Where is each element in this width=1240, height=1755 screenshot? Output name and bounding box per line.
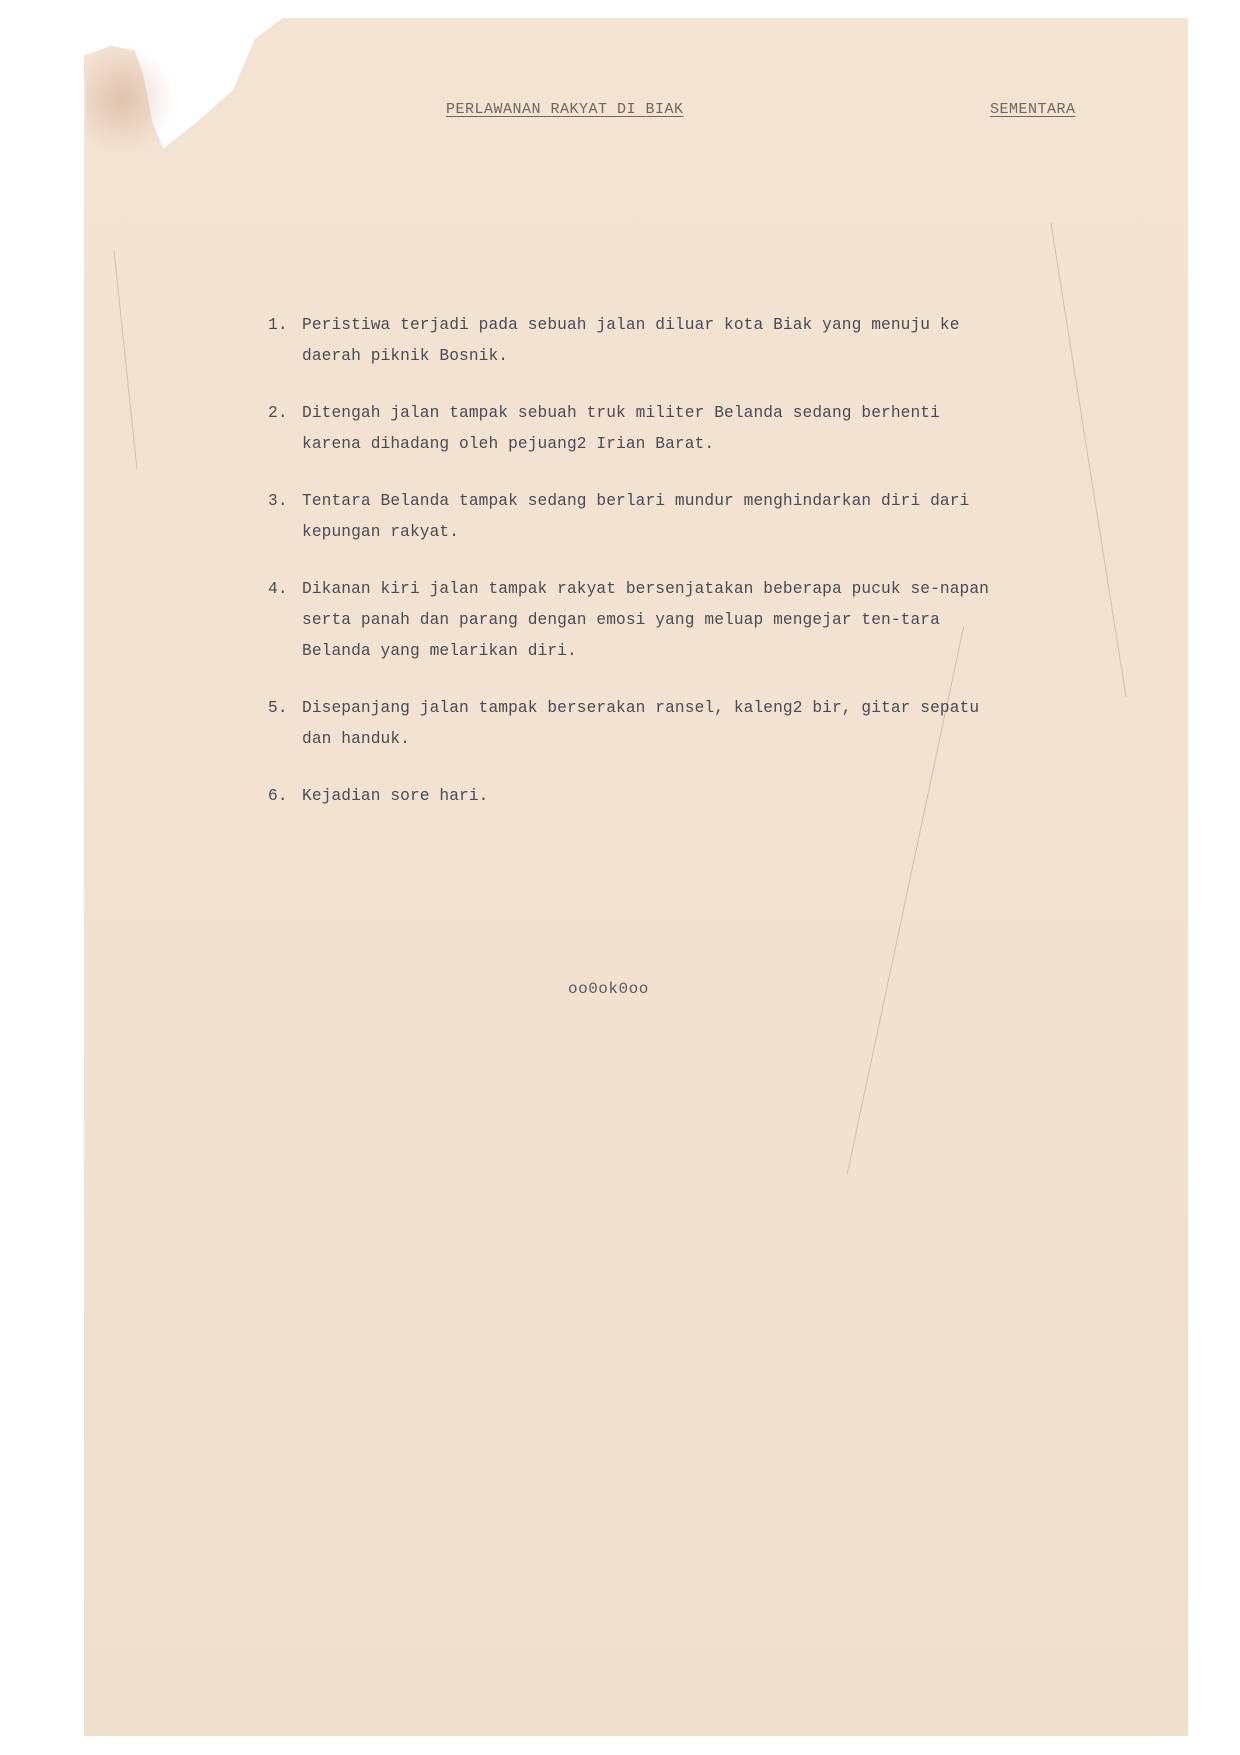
list-item <box>268 398 1008 460</box>
item-number: 6. <box>268 787 288 805</box>
item-number: 1. <box>268 316 288 334</box>
list-item <box>268 574 1008 667</box>
item-text: Disepanjang jalan tampak berserakan ransel, kaleng2 bir, gitar sepatu dan handuk. <box>302 699 980 748</box>
item-number: 3. <box>268 492 288 510</box>
item-text: Ditengah jalan tampak sebuah truk militer Belanda sedang berhenti karena dihadang oleh pejuang2 Irian Barat. <box>302 404 940 453</box>
item-list <box>268 310 1008 838</box>
closing-mark: oo0ok0oo <box>568 980 649 998</box>
document-title: PERLAWANAN RAKYAT DI BIAK <box>446 101 684 118</box>
list-item <box>268 486 1008 548</box>
list-item <box>268 310 1008 372</box>
item-text: Peristiwa terjadi pada sebuah jalan diluar kota Biak yang menuju ke daerah piknik Bosnik. <box>302 316 960 365</box>
list-item <box>268 781 1008 812</box>
item-number: 5. <box>268 699 288 717</box>
item-text: Dikanan kiri jalan tampak rakyat bersenjatakan beberapa pucuk se-napan serta panah dan parang dengan emosi yang meluap mengejar ten-tara Belanda yang melarikan diri. <box>302 580 989 660</box>
item-text: Tentara Belanda tampak sedang berlari mundur menghindarkan diri dari kepungan rakyat. <box>302 492 970 541</box>
item-text: Kejadian sore hari. <box>302 787 489 805</box>
list-item <box>268 693 1008 755</box>
torn-corner-stain <box>86 44 176 154</box>
classification-label: SEMENTARA <box>990 101 1076 118</box>
item-number: 2. <box>268 404 288 422</box>
item-number: 4. <box>268 580 288 598</box>
paper-sheet <box>84 18 1188 1736</box>
